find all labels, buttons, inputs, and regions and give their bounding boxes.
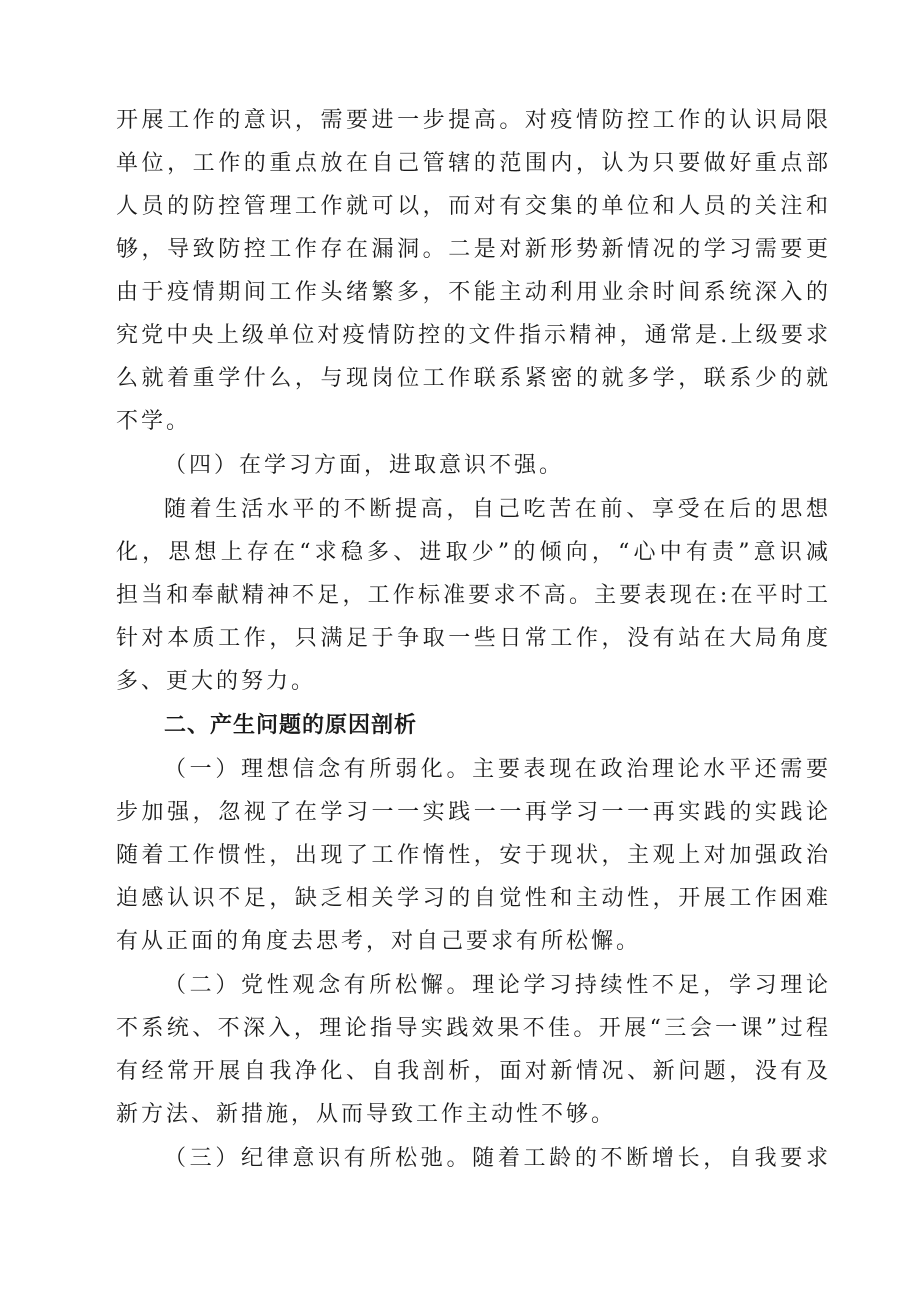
body-text-line: 由于疫情期间工作头绪繁多，不能主动利用业余时间系统深入的 bbox=[116, 280, 831, 305]
body-text-line: 随着生活水平的不断提高，自己吃苦在前、享受在后的思想 bbox=[164, 497, 831, 522]
body-text-line: 随着工作惯性，出现了工作惰性，安于现状，主观上对加强政治 bbox=[116, 843, 831, 868]
body-text-line: 担当和奉献精神不足，工作标准要求不高。主要表现在:在平时工 bbox=[116, 583, 831, 608]
subsection-heading: （四）在学习方面，进取意识不强。 bbox=[164, 453, 565, 478]
body-text-line: 新方法、新措施，从而导致工作主动性不够。 bbox=[116, 1102, 617, 1127]
body-text-line: 么就着重学什么，与现岗位工作联系紧密的就多学，联系少的就 bbox=[116, 366, 831, 391]
section-heading: 二、产生问题的原因剖析 bbox=[164, 713, 418, 738]
body-text-line: 单位，工作的重点放在自己管辖的范围内，认为只要做好重点部 bbox=[116, 151, 831, 176]
body-text-line: （三）纪律意识有所松弛。随着工龄的不断增长，自我要求 bbox=[164, 1146, 831, 1171]
body-text-line: 够，导致防控工作存在漏洞。二是对新形势新情况的学习需要更 bbox=[116, 237, 831, 262]
body-text-line: （二）党性观念有所松懈。理论学习持续性不足，学习理论 bbox=[164, 973, 831, 998]
body-text-line: 针对本质工作，只满足于争取一些日常工作，没有站在大局角度 bbox=[116, 626, 831, 651]
body-text-line: 人员的防控管理工作就可以，而对有交集的单位和人员的关注和 bbox=[116, 194, 831, 219]
body-text-line: 步加强，忽视了在学习一一实践一一再学习一一再实践的实践论 bbox=[116, 800, 831, 825]
body-text-line: 不系统、不深入，理论指导实践效果不佳。开展“三会一课”过程 bbox=[116, 1016, 831, 1041]
body-text-line: 究党中央上级单位对疫情防控的文件指示精神，通常是.上级要求 bbox=[116, 323, 831, 348]
body-text-line: 有经常开展自我净化、自我剖析，面对新情况、新问题，没有及 bbox=[116, 1059, 831, 1084]
body-text-line: （一）理想信念有所弱化。主要表现在政治理论水平还需要 bbox=[164, 757, 831, 782]
body-text-line: 多、更大的努力。 bbox=[116, 669, 317, 694]
body-text-line: 开展工作的意识，需要进一步提高。对疫情防控工作的认识局限 bbox=[116, 108, 831, 133]
body-text-line: 有从正面的角度去思考，对自己要求有所松懈。 bbox=[116, 929, 642, 954]
body-text-line: 不学。 bbox=[116, 409, 192, 434]
body-text-line: 迫感认识不足，缺乏相关学习的自觉性和主动性，开展工作困难 bbox=[116, 886, 831, 911]
body-text-line: 化，思想上存在“求稳多、进取少”的倾向，“心中有责”意识减 bbox=[116, 540, 831, 565]
